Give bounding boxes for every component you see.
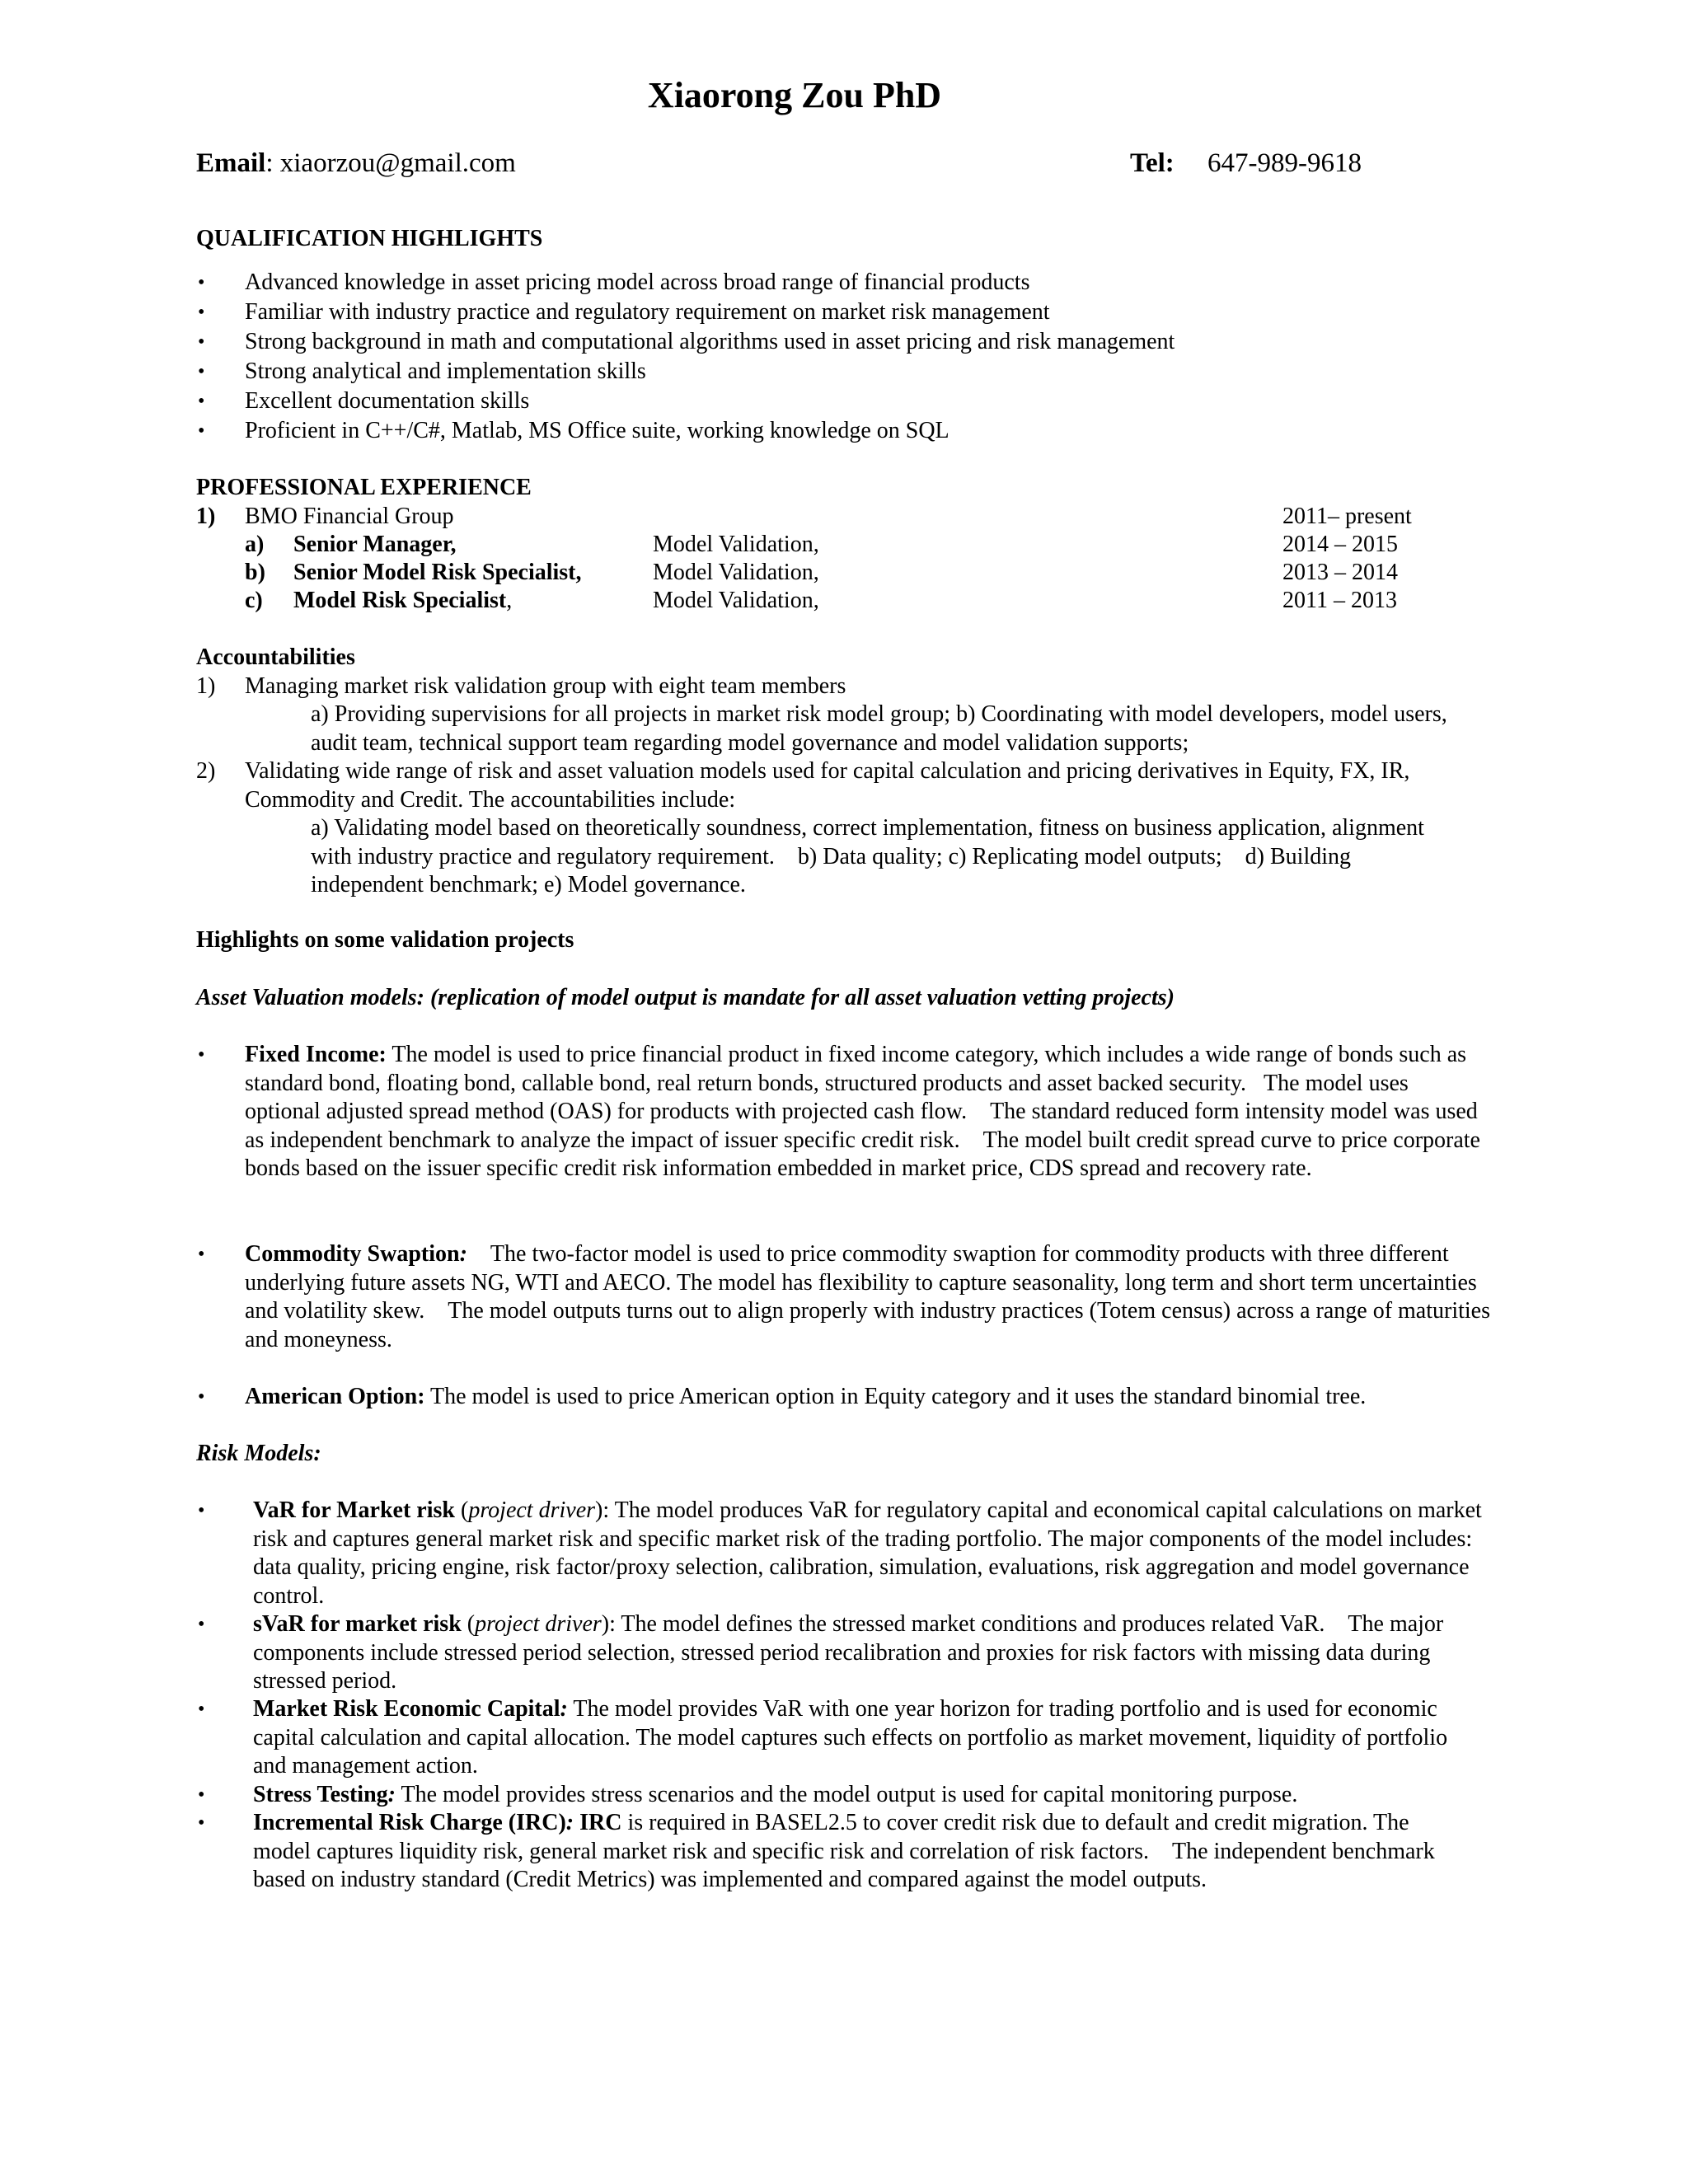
item-paren: ( xyxy=(461,1611,476,1637)
risk-models-heading: Risk Models: xyxy=(196,1441,321,1466)
item-text: The model is used to price financial product in fixed income category, which includes a wide range of bonds such as standard bond, floating bond, callable bond, real return bonds, structured products and asset backed security. The model uses optional adjusted spread method (OAS) for products with projected cash flow. The standard reduced form intensity model was used as independent benchmark to analyze the impact of issuer specific credit risk. The model built credit spread curve to price corporate bonds based on the issuer specific credit risk information embedded in market price, CDS spread and recovery rate. xyxy=(245,1042,1480,1181)
item-colon: : xyxy=(560,1696,568,1722)
experience-heading: PROFESSIONAL EXPERIENCE xyxy=(196,475,532,500)
bullet-icon: • xyxy=(198,361,205,382)
role-title-suffix: , xyxy=(506,588,513,613)
role-title: Model Risk Specialist xyxy=(293,588,507,613)
employer-dates: 2011– present xyxy=(1282,504,1412,529)
item-text: ): The model produces VaR for regulatory capital and economical capital calculations on market risk and captures general market risk and specific market risk of the trading portfolio. The major components of the model includes: data quality, pricing engine, risk factor/proxy selection, calibration, simulation, evaluations, risk aggregation and model governance control. xyxy=(253,1497,1482,1609)
item-label-secondary: IRC xyxy=(574,1810,622,1835)
list-item: Advanced knowledge in asset pricing model across broad range of financial products xyxy=(245,269,1030,295)
item-label: Incremental Risk Charge (IRC) xyxy=(253,1810,566,1835)
role-letter: c) xyxy=(245,588,263,613)
svar-item xyxy=(253,1610,1485,1696)
bullet-icon: • xyxy=(198,302,205,323)
item-text: The model is used to price American option in Equity category and it uses the standard binomial tree. xyxy=(424,1384,1367,1409)
email-value: xiaorzou@gmail.com xyxy=(279,148,516,178)
role-letter: a) xyxy=(245,532,265,557)
item-label-suffix: : xyxy=(459,1241,467,1267)
irc-item xyxy=(253,1809,1456,1895)
item-paren: ( xyxy=(454,1497,469,1523)
bullet-icon: • xyxy=(198,1500,205,1521)
role-dept: Model Validation, xyxy=(653,532,819,557)
page-title: Xiaorong Zou PhD xyxy=(647,75,942,115)
role-dates: 2013 – 2014 xyxy=(1282,560,1398,585)
commodity-swaption-item xyxy=(245,1240,1498,1354)
employer-number: 1) xyxy=(196,504,216,529)
stress-testing-item xyxy=(253,1781,1297,1809)
list-item: Proficient in C++/C#, Matlab, MS Office suite, working knowledge on SQL xyxy=(245,418,950,443)
fixed-income-item xyxy=(245,1041,1481,1183)
bullet-icon: • xyxy=(198,391,205,412)
item-text: The model provides stress scenarios and the model output is used for capital monitoring purpose. xyxy=(395,1782,1298,1807)
var-item xyxy=(253,1497,1485,1610)
role-title: Senior Model Risk Specialist, xyxy=(293,560,582,585)
item-label: Commodity Swaption xyxy=(245,1241,460,1267)
item-colon: : xyxy=(565,1810,574,1835)
accountability-text: Validating wide range of risk and asset valuation models used for capital calculation and pricing derivatives in Equity, FX, IR, Commodity and Credit. The accountabilities include: xyxy=(245,758,1410,813)
tel-value: 647-989-9618 xyxy=(1207,148,1362,178)
bullet-icon: • xyxy=(198,1386,205,1408)
economic-capital-item xyxy=(253,1695,1456,1781)
qualification-heading: QUALIFICATION HIGHLIGHTS xyxy=(196,226,543,251)
item-label: American Option: xyxy=(245,1384,425,1409)
employer-name: BMO Financial Group xyxy=(245,504,454,529)
bullet-icon: • xyxy=(198,1784,205,1806)
accountabilities-heading: Accountabilities xyxy=(196,644,355,670)
list-item: Excellent documentation skills xyxy=(245,388,530,414)
item-label: Fixed Income: xyxy=(245,1042,387,1067)
role-dept: Model Validation, xyxy=(653,588,819,613)
role-dept: Model Validation, xyxy=(653,560,819,585)
list-item: Strong background in math and computational algorithms used in asset pricing and risk management xyxy=(245,329,1175,354)
item-text: The model provides VaR with one year horizon for trading portfolio and is used for economic capital calculation and capital allocation. The model captures such effects on portfolio as market movement, liquidity of portfolio and management action. xyxy=(253,1696,1448,1779)
item-label: Stress Testing xyxy=(253,1782,388,1807)
item-label: sVaR for market risk xyxy=(253,1611,462,1637)
accountability-number: 1) xyxy=(196,673,216,699)
bullet-icon: • xyxy=(198,420,205,442)
accountability-text: Managing market risk validation group with eight team members xyxy=(245,673,846,699)
bullet-icon: • xyxy=(198,1044,205,1066)
bullet-icon: • xyxy=(198,272,205,293)
item-emphasis: project driver xyxy=(475,1611,602,1637)
item-text: The two-factor model is used to price commodity swaption for commodity products with three different underlying future assets NG, WTI and AECO. The model has flexibility to capture seasonality, long term and short term uncertainties and volatility skew. The model outputs turns out to align properly with industry practices (Totem census) across a range of maturities and moneyness. xyxy=(245,1241,1490,1352)
item-colon: : xyxy=(387,1782,396,1807)
item-label: Market Risk Economic Capital xyxy=(253,1696,560,1722)
list-item: Familiar with industry practice and regulatory requirement on market risk management xyxy=(245,299,1050,325)
role-dates: 2011 – 2013 xyxy=(1282,588,1397,613)
tel-label: Tel: xyxy=(1130,148,1175,178)
highlights-heading: Highlights on some validation projects xyxy=(196,927,574,953)
list-item: Strong analytical and implementation skills xyxy=(245,359,646,384)
bullet-icon: • xyxy=(198,1699,205,1720)
role-title-line xyxy=(293,587,512,615)
bullet-icon: • xyxy=(198,331,205,353)
item-text: ): The model defines the stressed market conditions and produces related VaR. The major components include stressed period selection, stressed period recalibration and proxies for risk factors with missing data during stressed period. xyxy=(253,1611,1444,1694)
role-title: Senior Manager, xyxy=(293,532,457,557)
american-option-item xyxy=(245,1383,1366,1411)
item-label: VaR for Market risk xyxy=(253,1497,455,1523)
role-dates: 2014 – 2015 xyxy=(1282,532,1398,557)
bullet-icon: • xyxy=(198,1614,205,1635)
item-emphasis: project driver xyxy=(468,1497,596,1523)
email-line: Email: xiaorzou@gmail.com xyxy=(196,148,516,178)
item-text: is required in BASEL2.5 to cover credit risk due to default and credit migration. The model captures liquidity risk, general market risk and specific risk and correlation of risk factors. The independent benchmark based on industry standard (Credit Metrics) was implemented and compared against the model outputs. xyxy=(253,1810,1435,1892)
role-letter: b) xyxy=(245,560,265,585)
email-label: Email xyxy=(196,148,266,178)
accountability-number: 2) xyxy=(196,758,216,784)
bullet-icon: • xyxy=(198,1244,205,1265)
accountability-detail: a) Providing supervisions for all projects in market risk model group; b) Coordinating with model developers, model users, audit team, technical support team regarding model governance and model validation supports; xyxy=(311,701,1447,756)
bullet-icon: • xyxy=(198,1812,205,1834)
accountability-detail: a) Validating model based on theoretically soundness, correct implementation, fitness on business application, alignment with industry practice and regulatory requirement. b) Data quality; c) Replicating model outputs; d) Building independent benchmark; e) Model governance. xyxy=(311,815,1424,898)
asset-valuation-heading: Asset Valuation models: (replication of model output is mandate for all asset valuation vetting projects) xyxy=(196,985,1175,1010)
